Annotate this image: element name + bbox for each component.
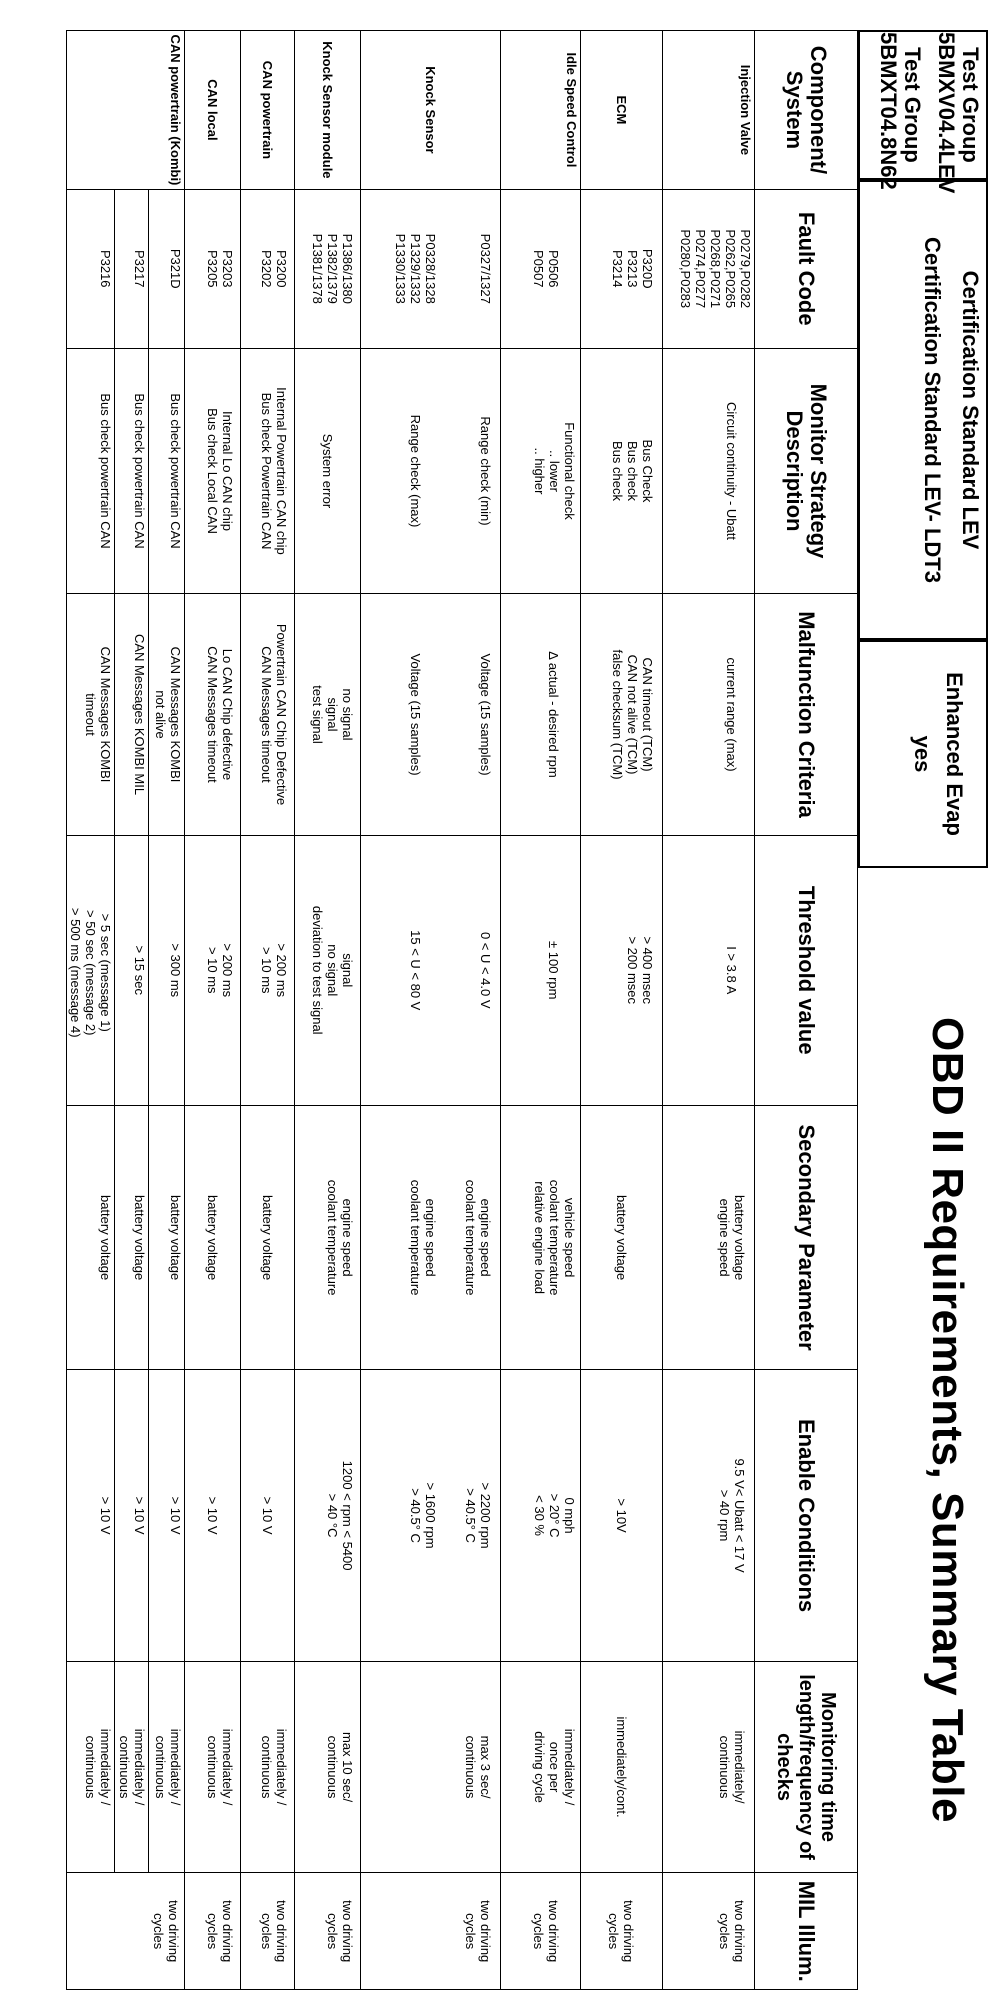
monitoring-text: immediately/ — [732, 1730, 747, 1804]
fault-code: P3214 — [610, 249, 625, 288]
monitoring-text: immediately / — [220, 1728, 235, 1806]
mil-text: cycles — [717, 1913, 732, 1950]
mil-text: two driving — [478, 1900, 493, 1963]
monitoring-text: immediately / — [132, 1728, 147, 1806]
monitoring-text: immediately / — [562, 1728, 577, 1806]
fault-code-cell — [581, 189, 663, 348]
monitoring-text: continuous — [463, 1735, 478, 1799]
fault-code-cell — [501, 189, 581, 348]
monitoring-cell — [361, 1661, 501, 1873]
table-row — [185, 31, 241, 1990]
criteria-text: test signal — [310, 685, 325, 744]
enhanced-evap-box — [858, 640, 988, 868]
monitoring-cell — [663, 1661, 755, 1873]
col-header-fault-code: Fault Code — [755, 189, 858, 348]
monitoring-text: once per — [547, 1741, 562, 1793]
table-row — [581, 31, 663, 1990]
table-row — [149, 31, 185, 1990]
enable-text: > 40.5° C — [408, 1488, 423, 1543]
enable-text: > 40.5° C — [463, 1488, 478, 1543]
secondary-cell — [501, 1105, 581, 1370]
table-row — [663, 31, 755, 1990]
criteria-text: signal — [325, 697, 340, 732]
strategy-cell — [581, 348, 663, 594]
mil-text: cycles — [463, 1913, 478, 1950]
mil-text: cycles — [606, 1913, 622, 1950]
threshold-text: > 400 msec — [640, 936, 655, 1005]
certification-box — [858, 180, 988, 640]
fault-code: P0280,P0283 — [678, 229, 693, 309]
component-cell: ECM — [581, 31, 663, 190]
enable-cell — [501, 1370, 581, 1661]
monitoring-text: immediately/cont. — [614, 1716, 629, 1818]
strategy-text: .. lower — [547, 450, 562, 492]
criteria-text: CAN Messages KOMBI — [98, 646, 113, 783]
mil-cell — [67, 1873, 185, 1990]
fault-code-cell — [663, 189, 755, 348]
fault-code: P3200 — [274, 249, 289, 288]
strategy-text: Bus check — [625, 440, 640, 501]
fault-code: P0268,P0271 — [708, 229, 723, 309]
fault-code-cell: P321D — [149, 189, 185, 348]
strategy-cell — [361, 348, 501, 594]
monitoring-text: max 3 sec/ — [478, 1735, 493, 1799]
enable-cell — [361, 1370, 501, 1661]
col-header-threshold: Threshold value — [755, 835, 858, 1105]
criteria-text: Δ actual - desired rpm — [546, 651, 561, 778]
enable-text: > 40 rpm — [717, 1489, 732, 1542]
strategy-text: Internal Powertrain CAN chip — [274, 387, 289, 555]
table-row — [241, 31, 295, 1990]
strategy-text: Circuit continuity - Ubatt — [724, 401, 739, 540]
secondary-cell — [185, 1105, 241, 1370]
strategy-cell: Bus check powertrain CAN — [149, 348, 185, 594]
monitoring-text: continuous — [717, 1735, 732, 1799]
threshold-text: signal — [340, 953, 355, 988]
strategy-text: System error — [320, 433, 335, 509]
test-group-2: Test Group 5BMXT04.8N62 — [876, 32, 925, 190]
threshold-text: ± 100 rpm — [546, 941, 561, 1000]
threshold-cell — [185, 835, 241, 1105]
criteria-cell — [149, 594, 185, 835]
strategy-text: Bus check — [610, 440, 625, 501]
component-cell: Knock Sensor module — [295, 31, 361, 190]
monitoring-text: immediately / — [168, 1728, 183, 1806]
monitoring-text: continuous — [153, 1735, 168, 1799]
fault-code: P0328/1328 — [423, 233, 438, 304]
enable-text: > 2200 rpm — [478, 1482, 493, 1549]
secondary-text: engine speed — [478, 1198, 493, 1277]
threshold-cell — [241, 835, 295, 1105]
monitoring-cell — [149, 1661, 185, 1873]
criteria-cell — [581, 594, 663, 835]
secondary-text: coolant temperature — [325, 1179, 340, 1296]
col-header-mil: MIL Illum. — [755, 1873, 858, 1990]
mil-text: two driving — [220, 1900, 235, 1963]
criteria-text: CAN Messages KOMBI — [168, 646, 183, 783]
mil-text: cycles — [325, 1913, 340, 1950]
mil-cell — [581, 1873, 663, 1990]
page-title: OBD II Requirements, Summary Table — [923, 1017, 972, 1823]
col-header-enable: Enable Conditions — [755, 1370, 858, 1661]
component-cell: Knock Sensor — [361, 31, 501, 190]
col-header-strategy: Monitor Strategy Description — [755, 348, 858, 594]
criteria-text: CAN Messages timeout — [259, 646, 274, 783]
threshold-text: I > 3.8 A — [724, 946, 739, 995]
mil-text: two driving — [166, 1900, 181, 1963]
strategy-cell: Bus check powertrain CAN — [67, 348, 115, 594]
table-row — [295, 31, 361, 1990]
secondary-cell: battery voltage — [115, 1105, 149, 1370]
col-header-secondary: Secondary Parameter — [755, 1105, 858, 1370]
threshold-text: > 500 ms (message 4) — [68, 907, 83, 1038]
mil-text: two driving — [340, 1900, 355, 1963]
monitoring-cell — [295, 1661, 361, 1873]
threshold-text: 0 < U < 4.0 V — [478, 931, 493, 1009]
enable-text: < 30 % — [532, 1495, 547, 1536]
monitoring-text: continuous — [83, 1735, 98, 1799]
fault-code-cell — [241, 189, 295, 348]
mil-text: two driving — [546, 1900, 561, 1963]
threshold-cell — [581, 835, 663, 1105]
enable-cell: > 10 V — [149, 1370, 185, 1661]
mil-text: two driving — [274, 1900, 289, 1963]
col-header-component: Component/ System — [755, 31, 858, 190]
enhanced-evap-value: yes — [910, 735, 935, 773]
strategy-cell — [295, 348, 361, 594]
strategy-text: Bus check Local CAN — [205, 408, 220, 534]
criteria-text: Powertrain CAN Chip Defective — [274, 623, 289, 806]
threshold-cell: > 300 ms — [149, 835, 185, 1105]
secondary-cell — [295, 1105, 361, 1370]
threshold-cell — [663, 835, 755, 1105]
fault-code: P1382/1379 — [325, 233, 340, 304]
enable-text: 0 mph — [562, 1497, 577, 1534]
monitoring-text: immediately / — [98, 1728, 113, 1806]
secondary-cell — [581, 1105, 663, 1370]
component-cell: Injection Valve — [663, 31, 755, 190]
criteria-text: Voltage (15 samples) — [408, 653, 423, 776]
mil-cell — [295, 1873, 361, 1990]
criteria-cell — [185, 594, 241, 835]
enable-text: > 10 V — [260, 1496, 275, 1535]
enhanced-evap-label: Enhanced Evap — [942, 672, 967, 836]
threshold-cell — [67, 835, 115, 1105]
enable-cell — [663, 1370, 755, 1661]
col-header-criteria: Malfunction Criteria — [755, 594, 858, 835]
certification-2: Certification Standard LEV- LDT3 — [920, 237, 945, 583]
threshold-cell — [295, 835, 361, 1105]
mil-text: cycles — [151, 1913, 166, 1950]
table-row — [67, 31, 115, 1990]
enable-text: 1200 < rpm < 5400 — [340, 1460, 355, 1571]
fault-code: P0327/1327 — [478, 233, 493, 304]
secondary-cell — [241, 1105, 295, 1370]
enable-cell — [295, 1370, 361, 1661]
criteria-cell — [361, 594, 501, 835]
secondary-text: battery voltage — [260, 1194, 275, 1281]
fault-code: P0507 — [531, 249, 546, 288]
threshold-text: > 50 sec (message 2) — [83, 910, 98, 1036]
criteria-text: no signal — [340, 688, 355, 741]
secondary-cell — [361, 1105, 501, 1370]
secondary-text: battery voltage — [205, 1194, 220, 1281]
strategy-cell: Bus check powertrain CAN — [115, 348, 149, 594]
threshold-text: > 200 ms — [274, 943, 289, 998]
fault-code: P0262,P0265 — [723, 229, 738, 309]
mil-cell — [361, 1873, 501, 1990]
enable-text: > 20° C — [547, 1493, 562, 1538]
criteria-text: timeout — [83, 693, 98, 736]
threshold-text: no signal — [325, 944, 340, 997]
fault-code: P1381/1378 — [310, 233, 325, 304]
test-group-1: Test Group 5BMXV04.4LEV — [934, 32, 983, 194]
enable-cell — [185, 1370, 241, 1661]
strategy-text: Functional check — [562, 422, 577, 520]
fault-code-cell: P3216 — [67, 189, 115, 348]
enable-cell — [581, 1370, 663, 1661]
mil-cell — [241, 1873, 295, 1990]
threshold-text: > 5 sec (message 1) — [98, 913, 113, 1032]
fault-code: P3202 — [259, 249, 274, 288]
monitoring-text: continuous — [117, 1735, 132, 1799]
table-row — [501, 31, 581, 1990]
strategy-cell — [663, 348, 755, 594]
monitoring-cell — [67, 1661, 115, 1873]
mil-text: cycles — [531, 1913, 546, 1950]
secondary-text: battery voltage — [614, 1194, 629, 1281]
enable-text: > 10V — [614, 1498, 629, 1533]
threshold-text: > 200 msec — [625, 936, 640, 1005]
table-row — [361, 31, 501, 1990]
criteria-text: Lo CAN Chip defective — [220, 648, 235, 781]
mil-cell — [663, 1873, 755, 1990]
fault-code: P320D — [640, 248, 655, 289]
secondary-text: vehicle speed — [562, 1197, 577, 1278]
threshold-text: deviation to test signal — [310, 905, 325, 1035]
strategy-text: Range check (min) — [478, 416, 493, 526]
monitoring-text: driving cycle — [532, 1731, 547, 1803]
threshold-text: > 10 ms — [259, 946, 274, 994]
criteria-text: CAN not alive (TCM) — [625, 654, 640, 775]
enable-text: > 10 V — [205, 1496, 220, 1535]
criteria-text: CAN timeout (TCM) — [640, 657, 655, 772]
enable-text: > 1600 rpm — [423, 1482, 438, 1549]
fault-code: P0274,P0277 — [693, 229, 708, 309]
secondary-text: battery voltage — [732, 1194, 747, 1281]
fault-code: P0506 — [546, 249, 561, 288]
mil-cell — [501, 1873, 581, 1990]
threshold-cell: > 15 sec — [115, 835, 149, 1105]
enable-cell — [241, 1370, 295, 1661]
fault-code-cell — [361, 189, 501, 348]
secondary-cell — [663, 1105, 755, 1370]
secondary-text: engine speed — [340, 1198, 355, 1277]
secondary-text: relative engine load — [532, 1181, 547, 1294]
threshold-text: 15 < U < 80 V — [408, 930, 423, 1011]
criteria-cell — [295, 594, 361, 835]
criteria-cell: CAN Messages KOMBI MIL — [115, 594, 149, 835]
mil-cell — [185, 1873, 241, 1990]
secondary-text: coolant temperature — [408, 1179, 423, 1296]
enable-text: 9.5 V< Ubatt < 17 V — [732, 1458, 747, 1573]
secondary-cell: battery voltage — [149, 1105, 185, 1370]
fault-code-cell — [295, 189, 361, 348]
fault-code-cell — [185, 189, 241, 348]
strategy-text: Bus check Powertrain CAN — [259, 392, 274, 550]
secondary-cell: battery voltage — [67, 1105, 115, 1370]
strategy-cell — [501, 348, 581, 594]
monitoring-text: continuous — [205, 1735, 220, 1799]
mil-text: two driving — [621, 1900, 637, 1963]
monitoring-cell — [185, 1661, 241, 1873]
mil-text: two driving — [732, 1900, 747, 1963]
criteria-text: false checksum (TCM) — [610, 649, 625, 780]
fault-code-cell: P3217 — [115, 189, 149, 348]
threshold-text: > 200 ms — [220, 943, 235, 998]
secondary-text: coolant temperature — [547, 1179, 562, 1296]
enable-text: > 40 °C — [325, 1493, 340, 1538]
fault-code: P3205 — [205, 249, 220, 288]
fault-code: P3213 — [625, 249, 640, 288]
enable-cell: > 10 V — [67, 1370, 115, 1661]
enable-cell: > 10 V — [115, 1370, 149, 1661]
criteria-cell — [67, 594, 115, 835]
fault-code: P0279,P0282 — [738, 229, 753, 309]
component-cell: Idle Speed Control — [501, 31, 581, 190]
monitoring-cell — [115, 1661, 149, 1873]
strategy-text: Internal Lo CAN chip — [220, 411, 235, 531]
criteria-cell — [501, 594, 581, 835]
mil-text: cycles — [259, 1913, 274, 1950]
monitoring-cell — [241, 1661, 295, 1873]
monitoring-text: max 10 sec/ — [340, 1732, 355, 1803]
criteria-cell — [663, 594, 755, 835]
fault-code: P3203 — [220, 249, 235, 288]
certification-1: Certification Standard LEV — [958, 270, 983, 550]
obd-summary-table — [66, 30, 858, 1990]
strategy-text: .. higher — [532, 447, 547, 495]
component-cell: CAN powertrain — [241, 31, 295, 190]
criteria-text: current range (max) — [724, 657, 739, 772]
monitoring-text: continuous — [325, 1735, 340, 1799]
fault-code: P1329/1332 — [408, 233, 423, 304]
criteria-cell — [241, 594, 295, 835]
threshold-cell — [501, 835, 581, 1105]
strategy-cell — [185, 348, 241, 594]
test-group-box — [858, 30, 988, 194]
threshold-text: > 10 ms — [205, 946, 220, 994]
criteria-text: Voltage (15 samples) — [478, 653, 493, 776]
col-header-monitoring: Monitoring time length/frequency of checks — [755, 1661, 858, 1873]
strategy-text: Range check (max) — [408, 414, 423, 528]
component-cell: CAN local — [185, 31, 241, 190]
monitoring-text: immediately / — [274, 1728, 289, 1806]
monitoring-cell — [581, 1661, 663, 1873]
criteria-text: CAN Messages timeout — [205, 646, 220, 783]
secondary-text: coolant temperature — [463, 1179, 478, 1296]
monitoring-cell — [501, 1661, 581, 1873]
criteria-text: not alive — [153, 690, 168, 739]
mil-text: cycles — [205, 1913, 220, 1950]
secondary-text: engine speed — [423, 1198, 438, 1277]
monitoring-text: continuous — [259, 1735, 274, 1799]
table-row — [115, 31, 149, 1990]
threshold-cell — [361, 835, 501, 1105]
strategy-text: Bus Check — [640, 439, 655, 503]
table-header-row — [755, 31, 858, 1990]
component-cell: CAN powertrain (Kombi) — [67, 31, 185, 190]
strategy-cell — [241, 348, 295, 594]
secondary-text: engine speed — [717, 1198, 732, 1277]
fault-code: P1330/1333 — [393, 233, 408, 304]
fault-code: P1386/1380 — [340, 233, 355, 304]
